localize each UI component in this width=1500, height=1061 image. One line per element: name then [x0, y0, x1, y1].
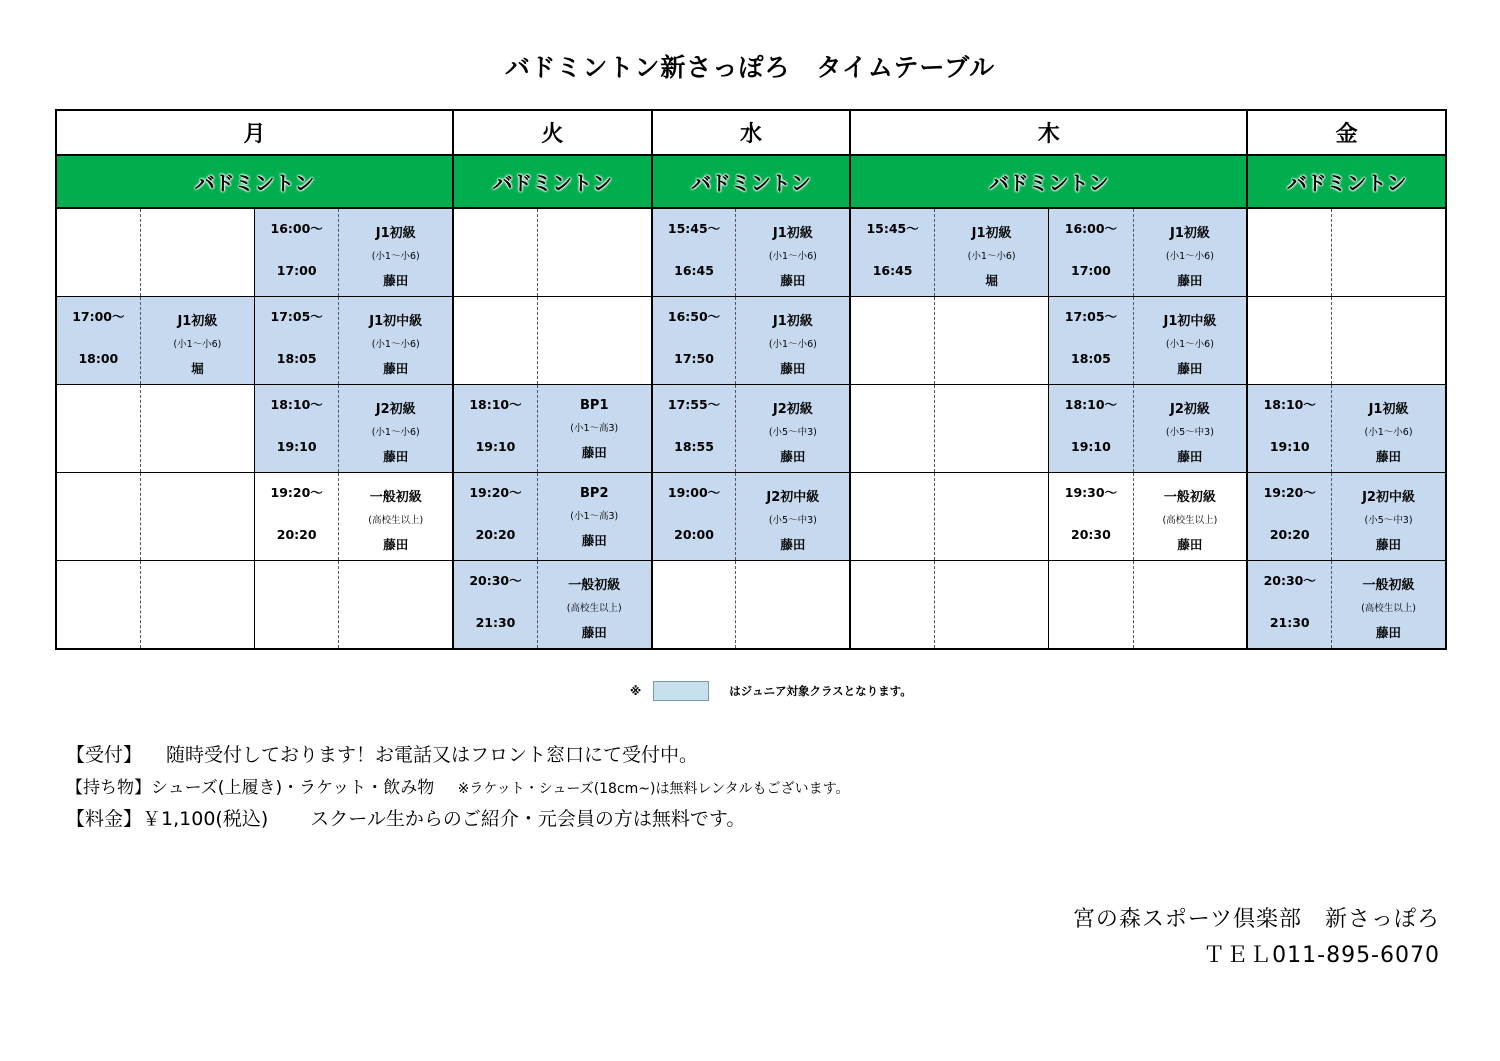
footer — [1073, 902, 1440, 974]
start-time: 17:05～ — [270, 309, 323, 324]
end-time: 19:10 — [276, 439, 317, 454]
end-time: 20:20 — [276, 527, 317, 542]
start-time: 17:00～ — [72, 309, 125, 324]
end-time: 16:45 — [674, 263, 714, 278]
start-time: 18:10～ — [1064, 397, 1118, 412]
coach-name: 藤田 — [581, 533, 607, 548]
end-time: 20:20 — [475, 527, 516, 542]
end-time: 17:50 — [674, 351, 714, 366]
slot-time — [652, 473, 736, 561]
class-name: J1初級 — [772, 226, 813, 241]
fee-line — [66, 804, 849, 831]
coach-name: 藤田 — [383, 361, 409, 376]
class-name: J2初中級 — [1362, 490, 1415, 505]
class-target: (小1～小6) — [371, 427, 420, 438]
coach-name: 藤田 — [383, 537, 409, 552]
slot-class — [1332, 208, 1446, 297]
class-target: (小1～小6) — [1165, 339, 1214, 350]
legend — [630, 681, 912, 701]
end-time: 19:10 — [475, 439, 516, 454]
class-target: (小1～小6) — [768, 339, 817, 350]
slot-class — [140, 385, 254, 473]
sport-label: バドミントン — [691, 171, 811, 195]
class-name: J2初級 — [375, 402, 416, 417]
class-target: (小1～高3) — [570, 511, 619, 522]
day-header: 水 — [652, 110, 851, 155]
slot-time — [1247, 385, 1331, 473]
class-target: (小1～小6) — [371, 339, 420, 350]
slot-class — [339, 208, 453, 297]
class-name: BP2 — [580, 486, 609, 501]
end-time: 17:00 — [276, 263, 317, 278]
slot-time — [850, 473, 934, 561]
start-time: 18:10～ — [270, 397, 323, 412]
slot-time — [850, 385, 934, 473]
slot-time — [1049, 561, 1133, 650]
slot-class — [1133, 385, 1247, 473]
slot-time — [1049, 297, 1133, 385]
slot-class — [1133, 297, 1247, 385]
fee-text: ￥1,100(税込) — [142, 808, 269, 830]
start-time: 15:45～ — [866, 221, 919, 236]
slot-class — [537, 473, 651, 561]
legend-swatch — [653, 681, 709, 701]
class-target: (小1～小6) — [173, 339, 222, 350]
slot-class — [339, 385, 453, 473]
class-name: 一般初級 — [369, 490, 422, 505]
end-time: 18:00 — [78, 351, 119, 366]
club-name: 宮の森スポーツ倶楽部 新さっぽろ — [1072, 907, 1440, 932]
coach-name: 藤田 — [780, 449, 806, 464]
slot-class — [537, 297, 651, 385]
class-name: 一般初級 — [568, 578, 621, 593]
sport-label: バドミントン — [194, 171, 315, 195]
slot-class — [934, 297, 1048, 385]
class-target: (小5～中3) — [768, 515, 817, 526]
slot-class — [140, 297, 254, 385]
slot-time — [1247, 561, 1331, 650]
class-target: (小5～中3) — [768, 427, 817, 438]
coach-name: 藤田 — [780, 537, 806, 552]
slot-class — [934, 385, 1048, 473]
start-time: 17:55～ — [667, 397, 721, 412]
sport-label: バドミントン — [492, 171, 613, 195]
end-time: 20:30 — [1071, 527, 1111, 542]
start-time: 19:00～ — [667, 485, 721, 500]
slot-class — [537, 561, 651, 650]
class-name: J1初級 — [971, 226, 1012, 241]
sport-header — [1247, 155, 1446, 208]
class-name: J2初級 — [772, 402, 813, 417]
coach-name: 藤田 — [1177, 361, 1203, 376]
coach-name: 藤田 — [780, 273, 806, 288]
coach-name: 藤田 — [780, 361, 806, 376]
end-time: 18:05 — [1071, 351, 1111, 366]
slot-class — [1332, 297, 1446, 385]
fee-label: 【料金】 — [66, 808, 143, 830]
fee-note: スクール生からのご紹介・元会員の方は無料です。 — [310, 808, 746, 830]
end-time: 18:55 — [674, 439, 714, 454]
slot-class — [537, 208, 651, 297]
start-time: 16:00～ — [270, 221, 323, 236]
day-header: 木 — [850, 110, 1247, 155]
coach-name: 堀 — [191, 361, 204, 376]
slot-time — [453, 297, 537, 385]
slot-time — [1049, 208, 1133, 297]
end-time: 20:00 — [674, 527, 714, 542]
sport-header — [453, 155, 652, 208]
slot-time — [56, 561, 140, 650]
slot-time — [453, 385, 537, 473]
class-name: J1初中級 — [1163, 314, 1217, 329]
class-target: (小1～小6) — [1364, 427, 1413, 438]
class-name: J1初中級 — [369, 314, 423, 329]
slot-time — [652, 561, 736, 650]
slot-class — [736, 473, 850, 561]
info-section — [66, 740, 849, 837]
slot-time — [453, 473, 537, 561]
class-target: (小1～高3) — [570, 423, 619, 434]
coach-name: 藤田 — [581, 445, 607, 460]
start-time: 19:30～ — [1064, 485, 1118, 500]
class-target: (小1～小6) — [967, 251, 1016, 262]
slot-class — [736, 208, 850, 297]
slot-time — [850, 561, 934, 650]
sport-header — [56, 155, 453, 208]
slot-time — [255, 208, 339, 297]
slot-class — [1133, 208, 1247, 297]
sport-header — [652, 155, 851, 208]
end-time: 18:05 — [276, 351, 317, 366]
slot-class — [1133, 561, 1247, 650]
class-target: (小1～小6) — [371, 251, 420, 262]
start-time: 18:10～ — [469, 397, 522, 412]
class-name: J2初中級 — [766, 490, 820, 505]
class-name: J1初級 — [1169, 226, 1210, 241]
start-time: 16:00～ — [1064, 221, 1118, 236]
start-time: 16:50～ — [667, 309, 721, 324]
class-name: J1初級 — [177, 314, 218, 329]
coach-name: 藤田 — [383, 273, 409, 288]
slot-time — [255, 297, 339, 385]
slot-time — [850, 297, 934, 385]
day-header: 金 — [1247, 110, 1446, 155]
slot-class — [934, 473, 1048, 561]
slot-class — [140, 561, 254, 650]
coach-name: 藤田 — [581, 625, 607, 640]
slot-class — [736, 297, 850, 385]
slot-time — [255, 385, 339, 473]
class-target: (小5～中3) — [1165, 427, 1214, 438]
class-target: (小1～小6) — [1165, 251, 1214, 262]
start-time: 19:20～ — [270, 485, 323, 500]
class-name: J1初級 — [772, 314, 813, 329]
start-time: 19:20～ — [469, 485, 522, 500]
coach-name: 藤田 — [1376, 537, 1402, 552]
class-target: (高校生以上) — [1361, 603, 1416, 614]
slot-class — [934, 561, 1048, 650]
class-name: J1初級 — [1368, 402, 1409, 417]
slot-class — [1133, 473, 1247, 561]
class-name: 一般初級 — [1163, 490, 1216, 505]
reception-label: 【受付】 — [66, 744, 143, 766]
class-target: (小5～中3) — [1364, 515, 1413, 526]
day-header: 月 — [56, 110, 453, 155]
slot-time — [1247, 473, 1331, 561]
end-time: 17:00 — [1071, 263, 1111, 278]
coach-name: 藤田 — [1177, 273, 1203, 288]
items-label: 【持ち物】 — [66, 778, 151, 798]
sport-header — [850, 155, 1247, 208]
slot-time — [56, 208, 140, 297]
start-time: 19:20～ — [1263, 485, 1316, 500]
slot-time — [255, 473, 339, 561]
end-time: 16:45 — [872, 263, 913, 278]
items-line — [66, 773, 849, 798]
slot-time — [1247, 297, 1331, 385]
end-time: 19:10 — [1269, 439, 1310, 454]
slot-time — [56, 297, 140, 385]
slot-time — [652, 208, 736, 297]
coach-name: 藤田 — [1177, 537, 1203, 552]
slot-class — [934, 208, 1048, 297]
slot-class — [339, 473, 453, 561]
slot-time — [56, 473, 140, 561]
timetable — [55, 109, 1447, 650]
slot-time — [1049, 385, 1133, 473]
slot-time — [255, 561, 339, 650]
end-time: 21:30 — [475, 615, 516, 630]
class-target: (高校生以上) — [566, 603, 622, 614]
end-time: 21:30 — [1269, 615, 1310, 630]
class-target: (高校生以上) — [368, 515, 424, 526]
start-time: 15:45～ — [667, 221, 721, 236]
start-time: 18:10～ — [1263, 397, 1316, 412]
slot-class — [537, 385, 651, 473]
slot-time — [453, 561, 537, 650]
slot-time — [56, 385, 140, 473]
class-target: (小1～小6) — [768, 251, 817, 262]
slot-class — [736, 561, 850, 650]
page-title: バドミントン新さっぽろ タイムテーブル — [504, 53, 996, 82]
end-time: 20:20 — [1269, 527, 1310, 542]
club-tel: ＴＥＬ011-895-6070 — [1203, 943, 1440, 968]
coach-name: 藤田 — [383, 449, 409, 464]
coach-name: 藤田 — [1376, 625, 1402, 640]
coach-name: 藤田 — [1376, 449, 1402, 464]
coach-name: 堀 — [985, 273, 998, 288]
slot-time — [652, 385, 736, 473]
slot-class — [736, 385, 850, 473]
slot-class — [140, 473, 254, 561]
slot-time — [1049, 473, 1133, 561]
reception-line — [66, 740, 849, 767]
slot-time — [453, 208, 537, 297]
slot-time — [1247, 208, 1331, 297]
slot-class — [1332, 473, 1446, 561]
start-time: 17:05～ — [1064, 309, 1118, 324]
slot-class — [1332, 385, 1446, 473]
slot-time — [652, 297, 736, 385]
start-time: 20:30～ — [1263, 573, 1316, 588]
legend-mark: ※ — [630, 684, 642, 698]
end-time: 19:10 — [1071, 439, 1111, 454]
class-name: J1初級 — [375, 226, 416, 241]
class-name: BP1 — [580, 398, 609, 413]
sport-label: バドミントン — [1286, 171, 1407, 195]
sport-label: バドミントン — [988, 171, 1109, 195]
slot-class — [339, 561, 453, 650]
coach-name: 藤田 — [1177, 449, 1203, 464]
reception-text: 随時受付しております！お電話又はフロント窓口にて受付中。 — [166, 744, 699, 766]
legend-text: はジュニア対象クラスとなります。 — [729, 684, 912, 698]
items-note: ※ラケット・シューズ(18cm~)は無料レンタルもございます。 — [457, 781, 850, 797]
class-name: 一般初級 — [1362, 578, 1415, 593]
slot-class — [140, 208, 254, 297]
day-header: 火 — [453, 110, 652, 155]
slot-class — [339, 297, 453, 385]
slot-time — [850, 208, 934, 297]
class-name: J2初級 — [1169, 402, 1210, 417]
class-target: (高校生以上) — [1162, 515, 1218, 526]
start-time: 20:30～ — [469, 573, 522, 588]
items-text: シューズ(上履き)・ラケット・飲み物 — [151, 778, 435, 798]
slot-class — [1332, 561, 1446, 650]
